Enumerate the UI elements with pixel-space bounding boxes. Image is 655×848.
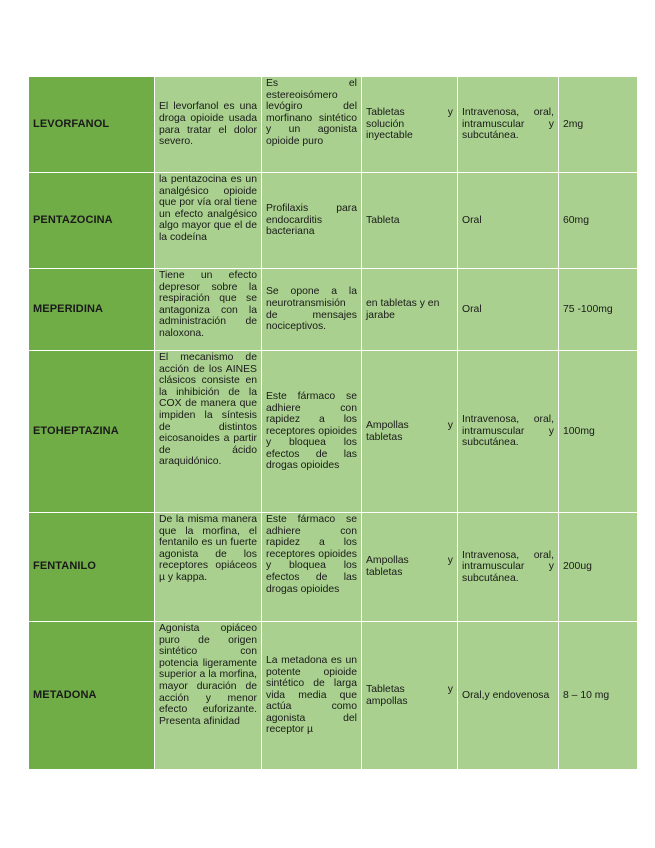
drug-route: Oral xyxy=(458,173,559,269)
drug-mechanism: Este fármaco se adhiere con rapidez a los receptores opioides y bloquea los efectos de las drogas opioides xyxy=(262,351,362,513)
drug-route: Intravenosa, oral, intramuscular y subcutánea. xyxy=(458,77,559,173)
drug-presentation: Tabletas y ampollas xyxy=(362,622,458,770)
drug-name: PENTAZOCINA xyxy=(29,173,155,269)
drug-dose: 2mg xyxy=(559,77,638,173)
drug-route: Intravenosa, oral, intramuscular y subcutánea. xyxy=(458,351,559,513)
drug-description: Agonista opiáceo puro de origen sintético con potencia ligeramente superior a la morfina, mayor duración de acción y menor efecto euforizante. Presenta afinidad xyxy=(155,622,262,770)
drug-mechanism: Se opone a la neurotransmisión de mensajes nociceptivos. xyxy=(262,269,362,351)
drug-dose: 100mg xyxy=(559,351,638,513)
drug-mechanism: Es el estereoisómero levógiro del morfinano sintético y un agonista opioide puro xyxy=(262,77,362,173)
drug-name: FENTANILO xyxy=(29,513,155,622)
drug-name: ETOHEPTAZINA xyxy=(29,351,155,513)
drug-presentation: Ampollas y tabletas xyxy=(362,513,458,622)
drug-description: De la misma manera que la morfina, el fentanilo es un fuerte agonista de los receptores opiáceos µ y kappa. xyxy=(155,513,262,622)
drug-description: El levorfanol es una droga opioide usada para tratar el dolor severo. xyxy=(155,77,262,173)
table-row xyxy=(29,351,638,513)
drug-presentation: en tabletas y en jarabe xyxy=(362,269,458,351)
drug-mechanism: Profilaxis para endocarditis bacteriana xyxy=(262,173,362,269)
table-row xyxy=(29,173,638,269)
drug-presentation: Tableta xyxy=(362,173,458,269)
drug-presentation: Ampollas y tabletas xyxy=(362,351,458,513)
drug-description: la pentazocina es un analgésico opioide que por vía oral tiene un efecto analgésico algo mayor que el de la codeína xyxy=(155,173,262,269)
drug-description: Tiene un efecto depresor sobre la respiración que se antagoniza con la administración de naloxona. xyxy=(155,269,262,351)
table-row xyxy=(29,513,638,622)
drug-route: Oral xyxy=(458,269,559,351)
drug-route: Oral,y endovenosa xyxy=(458,622,559,770)
drug-table xyxy=(28,76,638,770)
drug-mechanism: Este fármaco se adhiere con rapidez a los receptores opioides y bloquea los efectos de las drogas opioides xyxy=(262,513,362,622)
drug-presentation: Tabletas y solución inyectable xyxy=(362,77,458,173)
drug-name: LEVORFANOL xyxy=(29,77,155,173)
drug-name: METADONA xyxy=(29,622,155,770)
drug-description: El mecanismo de acción de los AINES clásicos consiste en la inhibición de la COX de manera que impiden la síntesis de distintos eicosanoides a partir de ácido araquidónico. xyxy=(155,351,262,513)
table-row xyxy=(29,269,638,351)
drug-dose: 75 -100mg xyxy=(559,269,638,351)
drug-route: Intravenosa, oral, intramuscular y subcutánea. xyxy=(458,513,559,622)
table-row xyxy=(29,622,638,770)
drug-name: MEPERIDINA xyxy=(29,269,155,351)
table-row xyxy=(29,77,638,173)
drug-dose: 60mg xyxy=(559,173,638,269)
drug-dose: 200ug xyxy=(559,513,638,622)
drug-dose: 8 – 10 mg xyxy=(559,622,638,770)
drug-mechanism: La metadona es un potente opioide sintético de larga vida media que actúa como agonista del receptor µ xyxy=(262,622,362,770)
